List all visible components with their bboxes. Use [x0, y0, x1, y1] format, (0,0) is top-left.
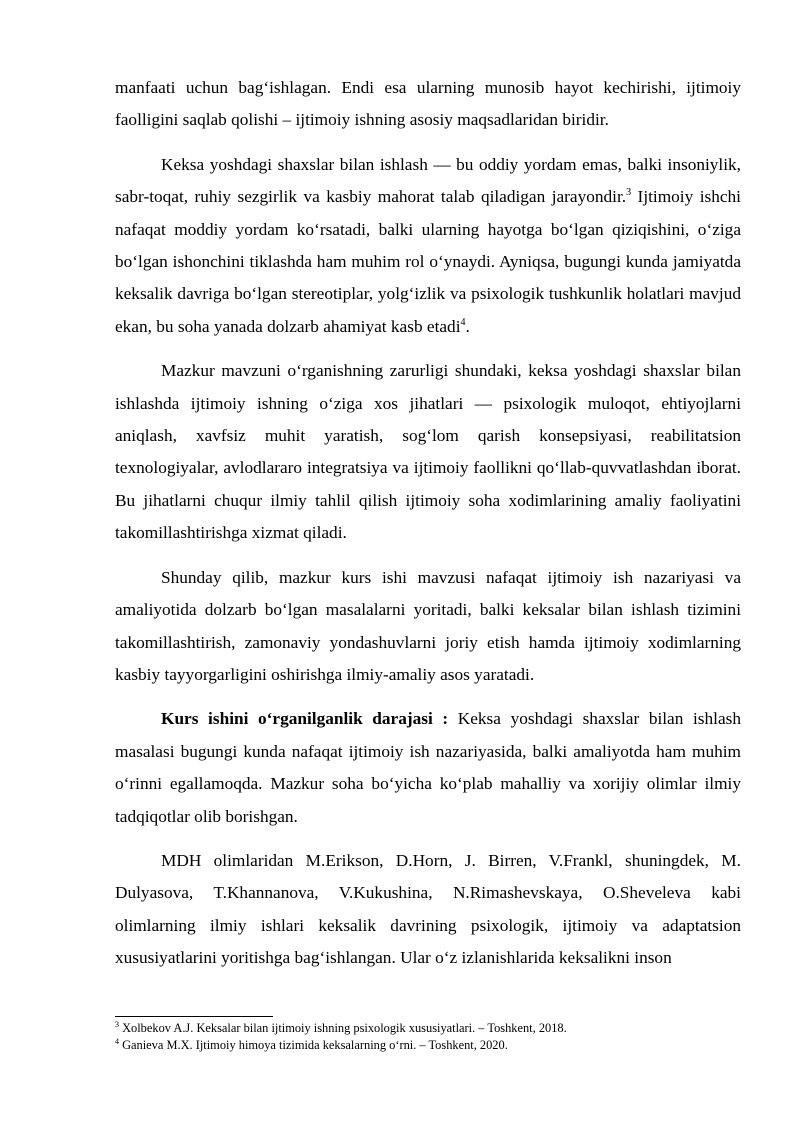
paragraph-1: manfaati uchun bag‘ishlagan. Endi esa ularning munosib hayot kechirishi, ijtimoiy faolligini saqlab qolishi – ijtimoiy ishning asosiy maqsadlaridan biridir.	[115, 78, 741, 130]
footnote-4	[115, 1037, 741, 1054]
paragraph-3: Mazkur mavzuni o‘rganishning zarurligi shundaki, keksa yoshdagi shaxslar bilan ishlashda ijtimoiy ishning o‘ziga xos jihatlari — psixologik muloqot, ehtiyojlarni aniqlash, xavfsiz muhit yaratish, sog‘lom qarish konsepsiyasi, reabilitatsion texnologiyalar, avlodlararo integratsiya va ijtimoiy faollikni qo‘llab-quvvatlashdan iborat. Bu jihatlarni chuqur ilmiy tahlil qilish ijtimoiy soha xodimlarining amaliy faoliyatini takomillashtirishga xizmat qiladi.	[115, 361, 741, 543]
paragraph-6: MDH olimlaridan M.Erikson, D.Horn, J. Birren, V.Frankl, shuningdek, M. Dulyasova, T.Khannanova, V.Kukushina, N.Rimashevskaya, O.Sheveleva kabi olimlarning ilmiy ishlari keksalik davrining psixologik, ijtimoiy va adaptatsion xususiyatlarini yoritishga bag‘ishlangan. Ular o‘z izlanishlarida keksalikni inson	[115, 850, 741, 968]
footnote-number: 4	[115, 1036, 119, 1046]
footnote-ref-4[interactable]: 4	[460, 317, 466, 329]
footnote-ref-3[interactable]: 3	[626, 187, 632, 199]
footnote-3	[115, 1020, 741, 1037]
paragraph-2-text-a: Keksa yoshdagi shaxslar bilan ishlash — bu oddiy yordam emas, balki insoniylik, sabr-toqat, ruhiy sezgirlik va kasbiy mahorat talab qiladigan jarayondir.	[115, 154, 741, 207]
footnote-number: 3	[115, 1019, 119, 1029]
footnotes	[115, 1020, 741, 1054]
paragraph-5	[115, 703, 741, 833]
footnote-text: Xolbekov A.J. Keksalar bilan ijtimoiy ishning psixologik xususiyatlari. – Toshkent, 2018.	[119, 1021, 567, 1035]
section-heading: Kurs ishini o‘rganilganlik darajasi :	[161, 709, 449, 729]
paragraph-2-text-c: .	[465, 316, 470, 336]
paragraph-4: Shunday qilib, mazkur kurs ishi mavzusi nafaqat ijtimoiy ish nazariyasi va amaliyotida dolzarb bo‘lgan masalalarni yoritadi, balki keksalar bilan ishlash tizimini takomillashtirish, zamonaviy yondashuvlarni joriy etish hamda ijtimoiy xodimlarning kasbiy tayyorgarligini oshirishga ilmiy-amaliy asos yaratadi.	[115, 567, 741, 684]
document-body	[115, 72, 741, 975]
paragraph-2	[115, 149, 741, 343]
footnote-divider	[115, 1016, 273, 1017]
footnote-text: Ganieva M.X. Ijtimoiy himoya tizimida keksalarning o‘rni. – Toshkent, 2020.	[119, 1038, 508, 1052]
paragraph-5-text: Keksa yoshdagi shaxslar bilan ishlash masalasi bugungi kunda nafaqat ijtimoiy ish nazariyasida, balki amaliyotda ham muhim o‘rinni egallamoqda. Mazkur soha bo‘yicha ko‘plab mahalliy va xorijiy olimlar ilmiy tadqiqotlar olib borishgan.	[115, 709, 741, 826]
paragraph-2-text-b: Ijtimoiy ishchi nafaqat moddiy yordam ko‘rsatadi, balki ularning hayotga bo‘lgan qiziqishini, o‘ziga bo‘lgan ishonchini tiklashda ham muhim rol o‘ynaydi. Ayniqsa, bugungi kunda jamiyatda keksalik davriga bo‘lgan stereotiplar, yolg‘izlik va psixologik tushkunlik holatlari mavjud ekan, bu soha yanada dolzarb ahamiyat kasb etadi	[115, 187, 741, 336]
